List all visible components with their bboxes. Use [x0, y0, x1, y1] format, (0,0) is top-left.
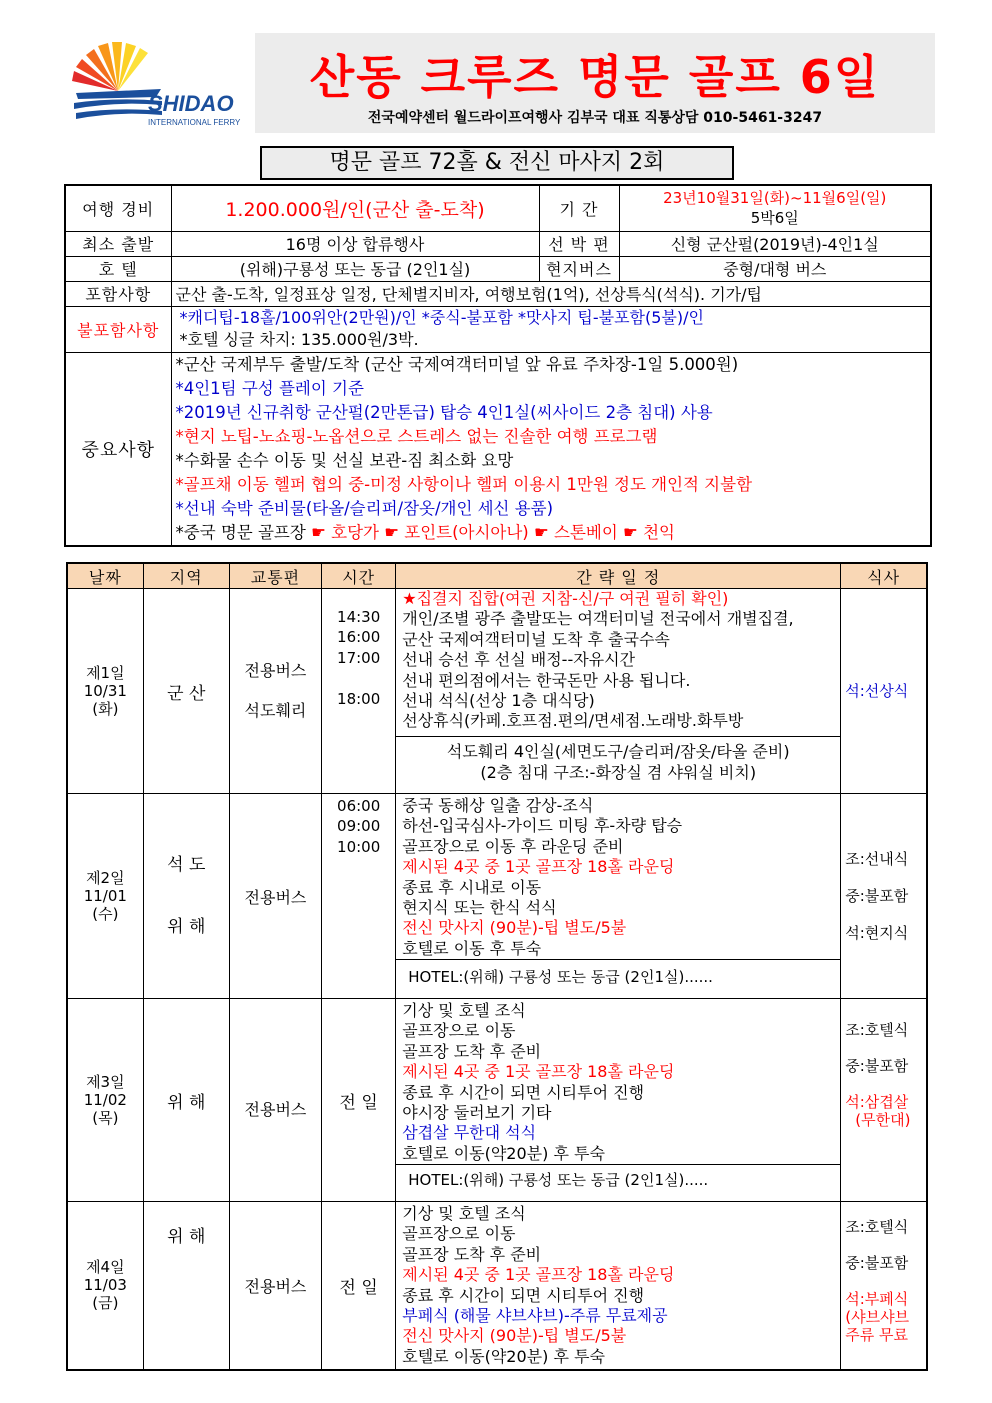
day2-meals: [841, 794, 927, 999]
day2-times: [322, 794, 396, 999]
itinerary-item: 종료 후 시간이 되면 시티투어 진행: [402, 1082, 645, 1102]
time-item: 06:00: [337, 797, 381, 815]
itinerary-item: 호텔로 이동(약20분) 후 투숙: [402, 1346, 605, 1366]
day2-region: [143, 794, 229, 999]
day2-transport: 전용버스: [229, 794, 321, 999]
info-row-included: [65, 281, 931, 306]
region-item: 석 도: [167, 855, 206, 875]
meal-item: 석:삼겹살: [845, 1093, 909, 1111]
excluded-label: 불포함사항: [65, 306, 171, 352]
meal-item: 중:불포함: [845, 886, 909, 905]
logo-text: SHIDAO: [148, 91, 234, 116]
day-number: 제2일: [86, 869, 125, 887]
itinerary-item: 선내 승선 후 선실 배정--자유시간: [402, 650, 636, 670]
day-weekday: (금): [92, 1294, 119, 1313]
day4-region: 위 해: [143, 1202, 229, 1370]
golf-course: 스톤베이: [554, 522, 618, 542]
itinerary-item: 기상 및 호텔 조식: [402, 1204, 526, 1223]
excluded-line-1: *캐디팁-18홀/100위안(2만원)/인 *중식-불포함 *맛사지 팁-불포함(5불)/인: [179, 308, 704, 327]
price-value: 1.200.000원/인(군산 출-도착): [171, 185, 539, 231]
meal-item: 중:불포함: [845, 1057, 909, 1075]
hotel-label: 호 텔: [65, 256, 171, 281]
bus-value: 중형/대형 버스: [619, 256, 931, 281]
period-dates: 23년10월31일(화)~11월6일(일): [663, 189, 887, 208]
day1-region: 군 산: [143, 589, 229, 794]
itinerary-item: 골프장으로 이동: [402, 1224, 516, 1244]
itinerary-item: 호텔로 이동 후 투숙: [402, 938, 542, 958]
itinerary-item: 야시장 둘러보기 기타: [402, 1103, 552, 1123]
itinerary-item: 종료 후 시내로 이동: [402, 877, 542, 897]
day4-time: 전 일: [322, 1202, 396, 1370]
day2-date: [67, 794, 143, 999]
golf-courses-line: [176, 521, 927, 545]
day-date: 11/02: [83, 1091, 127, 1109]
schedule-row-day1: [67, 589, 927, 794]
day-number: 제1일: [86, 664, 125, 682]
golf-course: 포인트(아시아나): [404, 522, 529, 542]
price-label: 여행 경비: [65, 185, 171, 231]
itinerary-item: ★집결지 집합(여권 지참-신/구 여권 필히 확인): [402, 589, 729, 608]
ship-label: 선 박 편: [539, 231, 619, 256]
itinerary-item: 제시된 4곳 중 1곳 골프장 18홀 라운딩: [402, 1062, 675, 1082]
pointing-hand-icon: ☛: [311, 522, 332, 542]
page-title: 산동 크루즈 명문 골프 6일: [309, 50, 881, 104]
title-banner: [255, 33, 935, 133]
itinerary-item: 부페식 (해물 샤브샤브)-주류 무료제공: [402, 1306, 668, 1326]
shidao-logo: [66, 33, 242, 133]
itinerary-item: 중국 동해상 일출 감상-조식: [402, 796, 594, 815]
header-region: 지역: [143, 563, 229, 589]
golf-prefix: *중국 명문 골프장: [175, 522, 306, 542]
itinerary-item: 삼겹살 무한대 석식: [402, 1123, 537, 1143]
time-item: 17:00: [337, 648, 381, 667]
day-date: 11/01: [83, 887, 127, 905]
day4-meals: [841, 1202, 927, 1370]
day4-transport: 전용버스: [229, 1202, 321, 1370]
period-nights: 5박6일: [750, 209, 799, 228]
day1-times: [322, 589, 396, 794]
included-label: 포함사항: [65, 281, 171, 306]
itinerary-item: 제시된 4곳 중 1곳 골프장 18홀 라운딩: [402, 1265, 675, 1285]
pointing-hand-icon: ☛: [384, 522, 405, 542]
meal-item: 석:현지식: [845, 923, 909, 942]
schedule-table: [66, 562, 928, 1371]
day3-itinerary: [396, 999, 841, 1202]
day-weekday: (화): [92, 700, 119, 718]
itinerary-item: 선내 석식(선상 1층 대식당): [402, 691, 595, 711]
day4-itinerary: [396, 1202, 841, 1370]
header-itinerary: 간 략 일 정: [396, 563, 841, 589]
itinerary-item: 전신 맛사지 (90분)-팁 별도/5불: [402, 918, 627, 938]
transport-item: 석도훼리: [244, 701, 307, 720]
region-item: 위 해: [167, 917, 206, 937]
meal-item: 주류 무료: [845, 1326, 908, 1344]
period-label: 기 간: [539, 185, 619, 231]
time-item: 09:00: [337, 817, 381, 836]
itinerary-item: 제시된 4곳 중 1곳 골프장 18홀 라운딩: [402, 857, 675, 877]
info-row-price: [65, 185, 931, 231]
schedule-row-day4: [67, 1202, 927, 1370]
day1-date: [67, 589, 143, 794]
day-number: 제4일: [86, 1258, 125, 1277]
info-table: [64, 184, 932, 547]
transport-item: 전용버스: [244, 661, 307, 680]
day2-itinerary: [396, 794, 841, 999]
min-label: 최소 출발: [65, 231, 171, 256]
info-row-hotel: [65, 256, 931, 281]
itinerary-item: 기상 및 호텔 조식: [402, 1001, 526, 1020]
note-item: *선내 숙박 준비물(타올/슬리퍼/잠옷/개인 세신 용품): [175, 498, 554, 518]
notes-label: 중요사항: [65, 352, 171, 546]
day3-time: 전 일: [322, 999, 396, 1202]
schedule-row-day3: [67, 999, 927, 1202]
note-item: *현지 노팁-노쇼핑-노옵션으로 스트레스 없는 진솔한 여행 프로그램: [175, 426, 658, 446]
note-item: *4인1팀 구성 플레이 기준: [175, 378, 364, 398]
meal-item: (무한대): [855, 1111, 911, 1129]
sunburst-ship-icon: [66, 33, 242, 133]
itinerary-item: 군산 국제여객터미널 도착 후 출국수속: [402, 629, 670, 649]
cabin-note-line: (2층 침대 구조:-화장실 겸 샤워실 비치): [480, 762, 757, 782]
meal-item: 조:호텔식: [845, 1218, 909, 1236]
itinerary-item: 하선-입국심사-가이드 미팅 후-차량 탑승: [402, 816, 683, 836]
day4-date: [67, 1202, 143, 1370]
day-weekday: (목): [92, 1109, 119, 1127]
day1-cabin-note: [396, 736, 840, 787]
itinerary-item: 호텔로 이동(약20분) 후 투숙: [402, 1143, 605, 1163]
contact-line: 전국예약센터 월드라이프여행사 김부국 대표 직통상담 010-5461-3247: [367, 110, 823, 126]
itinerary-item: 선내 편의점에서는 한국돈만 사용 됩니다.: [402, 670, 691, 690]
itinerary-item: 골프장으로 이동: [402, 1021, 516, 1041]
day3-hotel: HOTEL:(위해) 구룡성 또는 동급 (2인1실).....: [396, 1164, 840, 1194]
day3-transport: 전용버스: [229, 999, 321, 1202]
time-item: 18:00: [337, 689, 381, 708]
info-row-excluded: [65, 306, 931, 352]
meal-item: 조:호텔식: [845, 1021, 909, 1039]
day2-hotel: HOTEL:(위해) 구룡성 또는 동급 (2인1실)......: [396, 959, 840, 993]
day1-meal: 석:선상식: [841, 589, 927, 794]
itinerary-item: 골프장 도착 후 준비: [402, 1244, 542, 1264]
day3-region: 위 해: [143, 999, 229, 1202]
meal-item: 조:선내식: [845, 849, 909, 868]
golf-course: 호당가: [331, 522, 379, 542]
itinerary-item: 전신 맛사지 (90분)-팁 별도/5불: [402, 1326, 627, 1346]
day1-transport: [229, 589, 321, 794]
itinerary-item: 개인/조별 광주 출발또는 여객터미널 전국에서 개별집결,: [402, 609, 794, 629]
day1-itinerary: [396, 589, 841, 794]
time-item: 16:00: [337, 628, 381, 647]
subtitle-box: 명문 골프 72홀 & 전신 마사지 2회: [260, 146, 734, 180]
itinerary-item: 선상휴식(카페.호프점.편의/면세점.노래방.화투방: [402, 711, 744, 731]
schedule-row-day2: [67, 794, 927, 999]
excluded-line-2: *호텔 싱글 차지: 135.000원/3박.: [179, 330, 419, 349]
day3-meals: [841, 999, 927, 1202]
logo-subtext: INTERNATIONAL FERRY: [148, 118, 241, 127]
pointing-hand-icon: ☛: [623, 522, 644, 542]
ship-value: 신형 군산펄(2019년)-4인1실: [619, 231, 931, 256]
cabin-note-line: 석도훼리 4인실(세면도구/슬리퍼/잠옷/타올 준비): [446, 741, 790, 761]
itinerary-item: 종료 후 시간이 되면 시티투어 진행: [402, 1285, 645, 1305]
time-item: 10:00: [337, 837, 381, 856]
itinerary-item: 골프장 도착 후 준비: [402, 1041, 542, 1061]
hotel-value: (위해)구룡성 또는 동급 (2인1실): [171, 256, 539, 281]
info-row-notes: [65, 352, 931, 546]
itinerary-item: 골프장으로 이동 후 라운딩 준비: [402, 836, 624, 856]
day-date: 10/31: [83, 682, 127, 700]
header-date: 날짜: [67, 563, 143, 589]
info-row-min: [65, 231, 931, 256]
time-item: 14:30: [337, 608, 381, 626]
day-date: 11/03: [83, 1276, 127, 1295]
golf-course: 천익: [643, 522, 675, 542]
note-item: *골프채 이동 헬퍼 협의 중-미정 사항이나 헬퍼 이용시 1만원 정도 개인적 지불함: [175, 474, 753, 494]
bus-label: 현지버스: [539, 256, 619, 281]
included-value: 군산 출-도착, 일정표상 일정, 단체별지비자, 여행보험(1억), 선상특식(석식). 기가/팁: [171, 281, 931, 306]
note-item: *군산 국제부두 출발/도착 (군산 국제여객터미널 앞 유료 주차장-1일 5.000원): [175, 354, 739, 374]
min-value: 16명 이상 합류행사: [171, 231, 539, 256]
schedule-header-row: [67, 563, 927, 589]
day-number: 제3일: [86, 1073, 125, 1091]
meal-item: 석:부페식: [845, 1290, 909, 1308]
note-item: *수화물 손수 이동 및 선실 보관-짐 최소화 요망: [175, 450, 514, 470]
note-item: *2019년 신규취항 군산펄(2만톤급) 탑승 4인1실(씨사이드 2층 침대) 사용: [175, 402, 713, 422]
header-meal: 식사: [841, 563, 927, 589]
meal-item: (샤브샤브: [845, 1308, 910, 1326]
day-weekday: (수): [92, 905, 119, 923]
header-time: 시간: [322, 563, 396, 589]
header-transport: 교통편: [229, 563, 321, 589]
itinerary-item: 현지식 또는 한식 석식: [402, 898, 557, 918]
day3-date: [67, 999, 143, 1202]
meal-item: 중:불포함: [845, 1254, 909, 1272]
pointing-hand-icon: ☛: [533, 522, 554, 542]
